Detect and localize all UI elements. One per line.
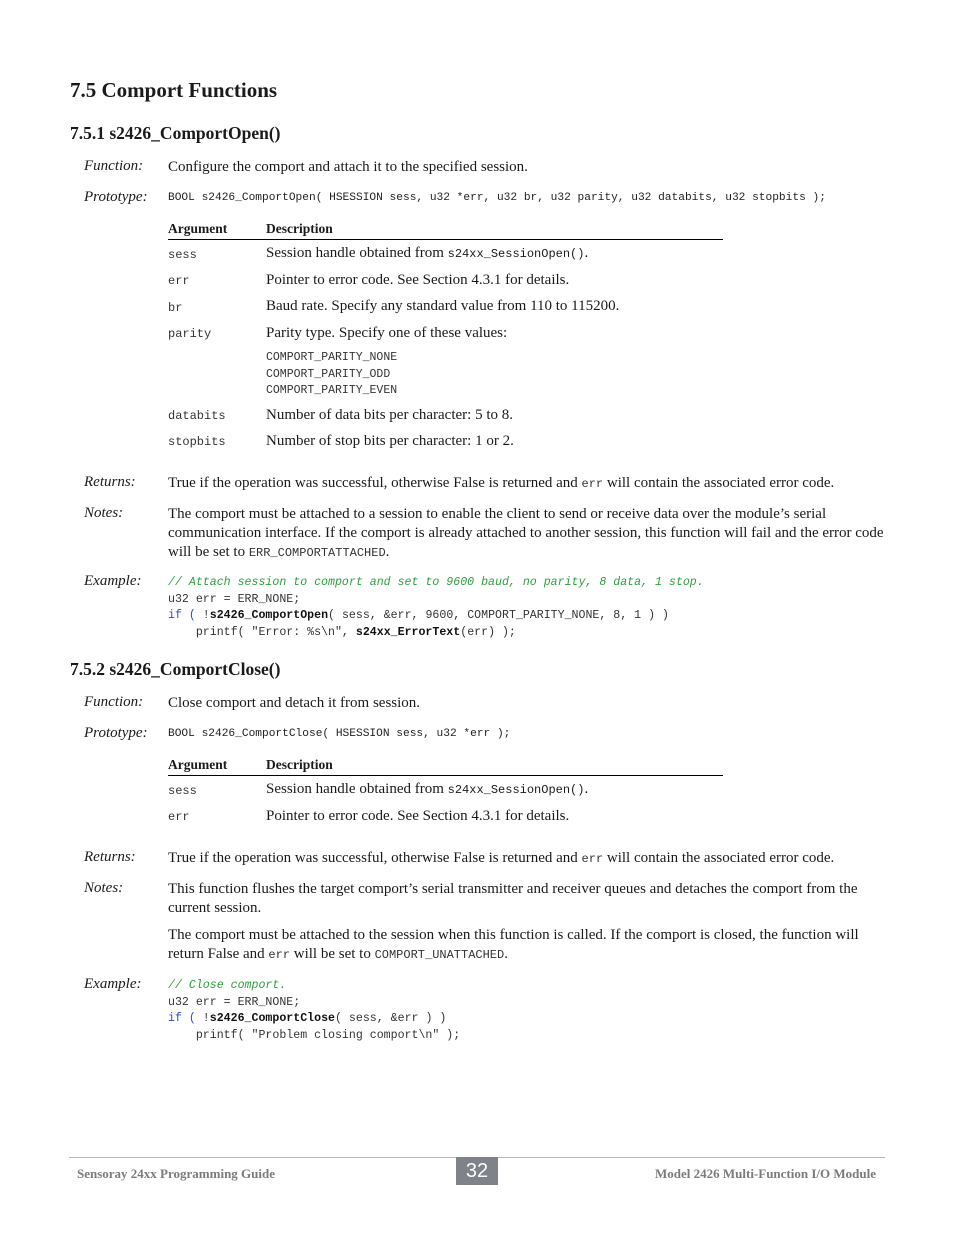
- close-returns-text: True if the operation was successful, otherwise False is returned and err will contain the associated error code.: [168, 850, 835, 866]
- open-arg-name: sess: [168, 248, 197, 262]
- open-arg-desc: Baud rate. Specify any standard value from 110 to 115200.: [266, 298, 620, 314]
- close-arg-desc: Pointer to error code. See Section 4.3.1 for details.: [266, 808, 570, 824]
- description-column-header: Description: [266, 757, 333, 772]
- close-notes-text-2: The comport must be attached to the session when this function is called. If the comport is closed, the function will return False and err will be set to COMPORT_UNATTACHED.: [168, 927, 859, 962]
- comportopen-heading: 7.5.1 s2426_ComportOpen(): [70, 123, 281, 143]
- open-returns-text: True if the operation was successful, otherwise False is returned and err will contain the associated error code.: [168, 475, 835, 491]
- open-arg-name: br: [168, 301, 183, 315]
- footer-guide-title: Sensoray 24xx Programming Guide: [77, 1166, 276, 1181]
- close-function-label: Function:: [84, 694, 144, 710]
- open-function-label: Function:: [84, 158, 144, 174]
- open-args-table-header: [168, 219, 723, 240]
- open-arg-name: err: [168, 274, 190, 288]
- open-returns-label: Returns:: [84, 474, 136, 490]
- footer-model-title: Model 2426 Multi-Function I/O Module: [655, 1166, 876, 1181]
- open-example-label: Example:: [84, 573, 142, 589]
- close-notes-label: Notes:: [84, 880, 124, 896]
- close-arg-name: sess: [168, 784, 197, 798]
- close-function-text: Close comport and detach it from session.: [168, 695, 421, 711]
- close-example-code: // Close comport. u32 err = ERR_NONE; if ( !s2426_ComportClose( sess, &err ) ) printf( "Problem closing comport\n" );: [168, 979, 461, 1042]
- close-prototype: BOOL s2426_ComportClose( HSESSION sess, u32 *err );: [168, 728, 511, 740]
- parity-value: COMPORT_PARITY_EVEN: [266, 384, 398, 397]
- open-arg-name: databits: [168, 409, 226, 423]
- close-prototype-label: Prototype:: [84, 725, 148, 741]
- close-arg-desc: Session handle obtained from s24xx_SessionOpen().: [266, 781, 589, 797]
- open-arg-desc: Number of data bits per character: 5 to 8.: [266, 407, 513, 423]
- section-heading: 7.5 Comport Functions: [70, 78, 278, 102]
- close-arg-name: err: [168, 810, 190, 824]
- parity-values-list: [266, 350, 397, 400]
- parity-value: COMPORT_PARITY_NONE: [266, 351, 398, 364]
- comportclose-heading: 7.5.2 s2426_ComportClose(): [70, 659, 281, 679]
- parity-value: COMPORT_PARITY_ODD: [266, 367, 391, 381]
- argument-column-header: Argument: [168, 757, 228, 772]
- open-prototype: BOOL s2426_ComportOpen( HSESSION sess, u32 *err, u32 br, u32 parity, u32 databits, u32 stopbits );: [168, 192, 826, 204]
- open-arg-desc: Pointer to error code. See Section 4.3.1 for details.: [266, 272, 570, 288]
- close-notes-text: This function flushes the target comport’s serial transmitter and receiver queues and detaches the comport from the current session.: [168, 881, 858, 916]
- open-notes-label: Notes:: [84, 505, 124, 521]
- close-args-table-header: [168, 755, 723, 776]
- close-example-label: Example:: [84, 976, 142, 992]
- open-arg-desc: Number of stop bits per character: 1 or 2.: [266, 433, 514, 449]
- open-arg-desc: Session handle obtained from s24xx_SessionOpen().: [266, 245, 589, 261]
- description-column-header: Description: [266, 221, 333, 236]
- page-number: 32: [456, 1157, 498, 1185]
- open-prototype-label: Prototype:: [84, 189, 148, 205]
- open-notes-text: The comport must be attached to a session to enable the client to send or receive data over the module’s serial communication interface. If the comport is already attached to another session, this function will fail and the error code will be set to ERR_COMPORTATTACHED.: [168, 506, 884, 560]
- open-example-code: // Attach session to comport and set to 9600 baud, no parity, 8 data, 1 stop. u32 err = ERR_NONE; if ( !s2426_ComportOpen( sess, &err, 9600, COMPORT_PARITY_NONE, 8, 1 ) ) printf( "Error: %s\n", s24xx_ErrorText(err) );: [168, 576, 704, 639]
- open-arg-desc: Parity type. Specify one of these values:: [266, 325, 508, 341]
- open-arg-name: parity: [168, 327, 212, 341]
- argument-column-header: Argument: [168, 221, 228, 236]
- open-arg-name: stopbits: [168, 435, 226, 449]
- open-function-text: Configure the comport and attach it to the specified session.: [168, 159, 528, 175]
- close-returns-label: Returns:: [84, 849, 136, 865]
